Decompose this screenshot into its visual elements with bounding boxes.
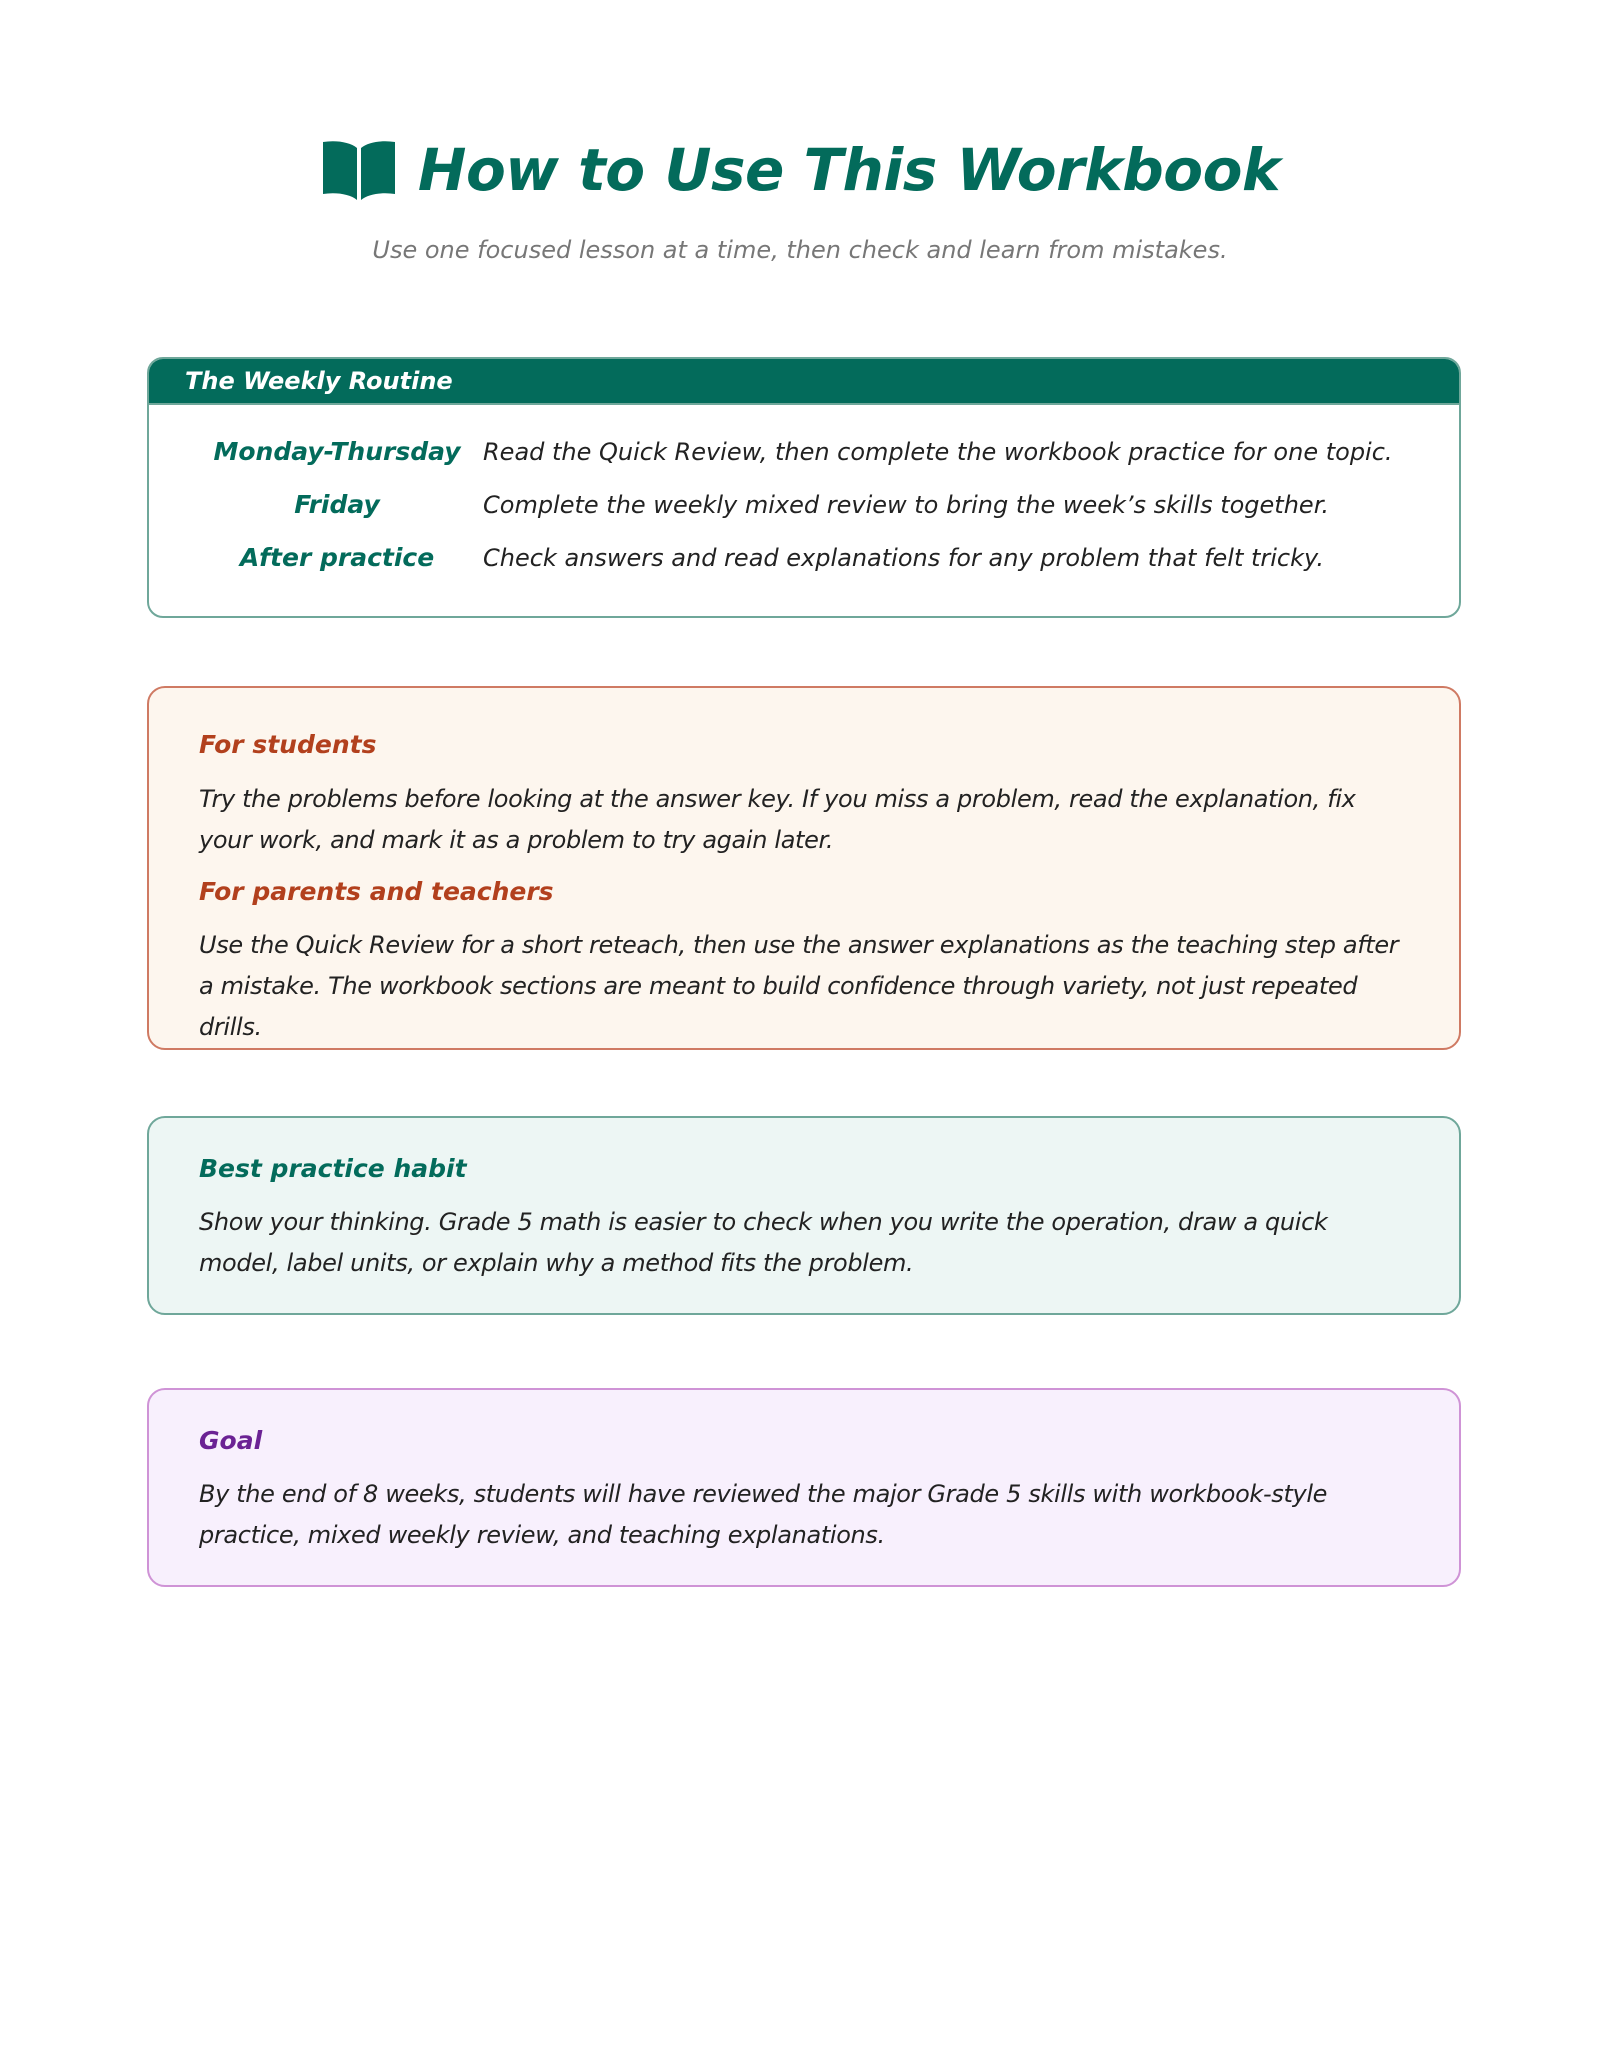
routine-description: Complete the weekly mixed review to bring the week’s skills together. <box>483 491 1329 519</box>
best-practice-heading: Best practice habit <box>199 1154 467 1183</box>
best-practice-text: Show your thinking. Grade 5 math is easier to check when you write the operation, draw a quick model, label units, or explain why a method fits the problem. <box>199 1208 1328 1277</box>
routine-row <box>149 488 1459 541</box>
students-heading: For students <box>199 730 377 759</box>
routine-day-label: After practice <box>239 543 435 572</box>
weekly-routine-table <box>149 435 1459 594</box>
goal-text: By the end of 8 weeks, students will have reviewed the major Grade 5 skills with workbook-style practice, mixed weekly review, and teaching explanations. <box>199 1480 1328 1549</box>
routine-day-label: Friday <box>294 490 380 519</box>
parents-teachers-heading: For parents and teachers <box>199 877 554 906</box>
students-parents-card <box>147 686 1461 1050</box>
goal-heading: Goal <box>199 1426 263 1455</box>
page-subtitle: Use one focused lesson at a time, then check and learn from mistakes. <box>372 236 1228 264</box>
goal-card <box>147 1388 1461 1587</box>
routine-description: Read the Quick Review, then complete the workbook practice for one topic. <box>483 438 1393 466</box>
best-practice-card <box>147 1116 1461 1315</box>
weekly-routine-heading: The Weekly Routine <box>149 359 1459 405</box>
page-title: How to Use This Workbook <box>417 136 1281 204</box>
weekly-routine-card <box>147 357 1461 618</box>
students-text: Try the problems before looking at the answer key. If you miss a problem, read the explanation, fix your work, and mark it as a problem to try again later. <box>199 785 1356 854</box>
parents-teachers-text: Use the Quick Review for a short reteach, then use the answer explanations as the teaching step after a mistake. The workbook sections are meant to build confidence through variety, not just repeated drills. <box>199 931 1399 1041</box>
routine-description: Check answers and read explanations for any problem that felt tricky. <box>483 544 1324 572</box>
open-book-icon <box>320 138 398 202</box>
routine-row <box>149 541 1459 594</box>
routine-row <box>149 435 1459 488</box>
title-row <box>0 136 1600 204</box>
routine-day-label: Monday-Thursday <box>213 437 461 466</box>
